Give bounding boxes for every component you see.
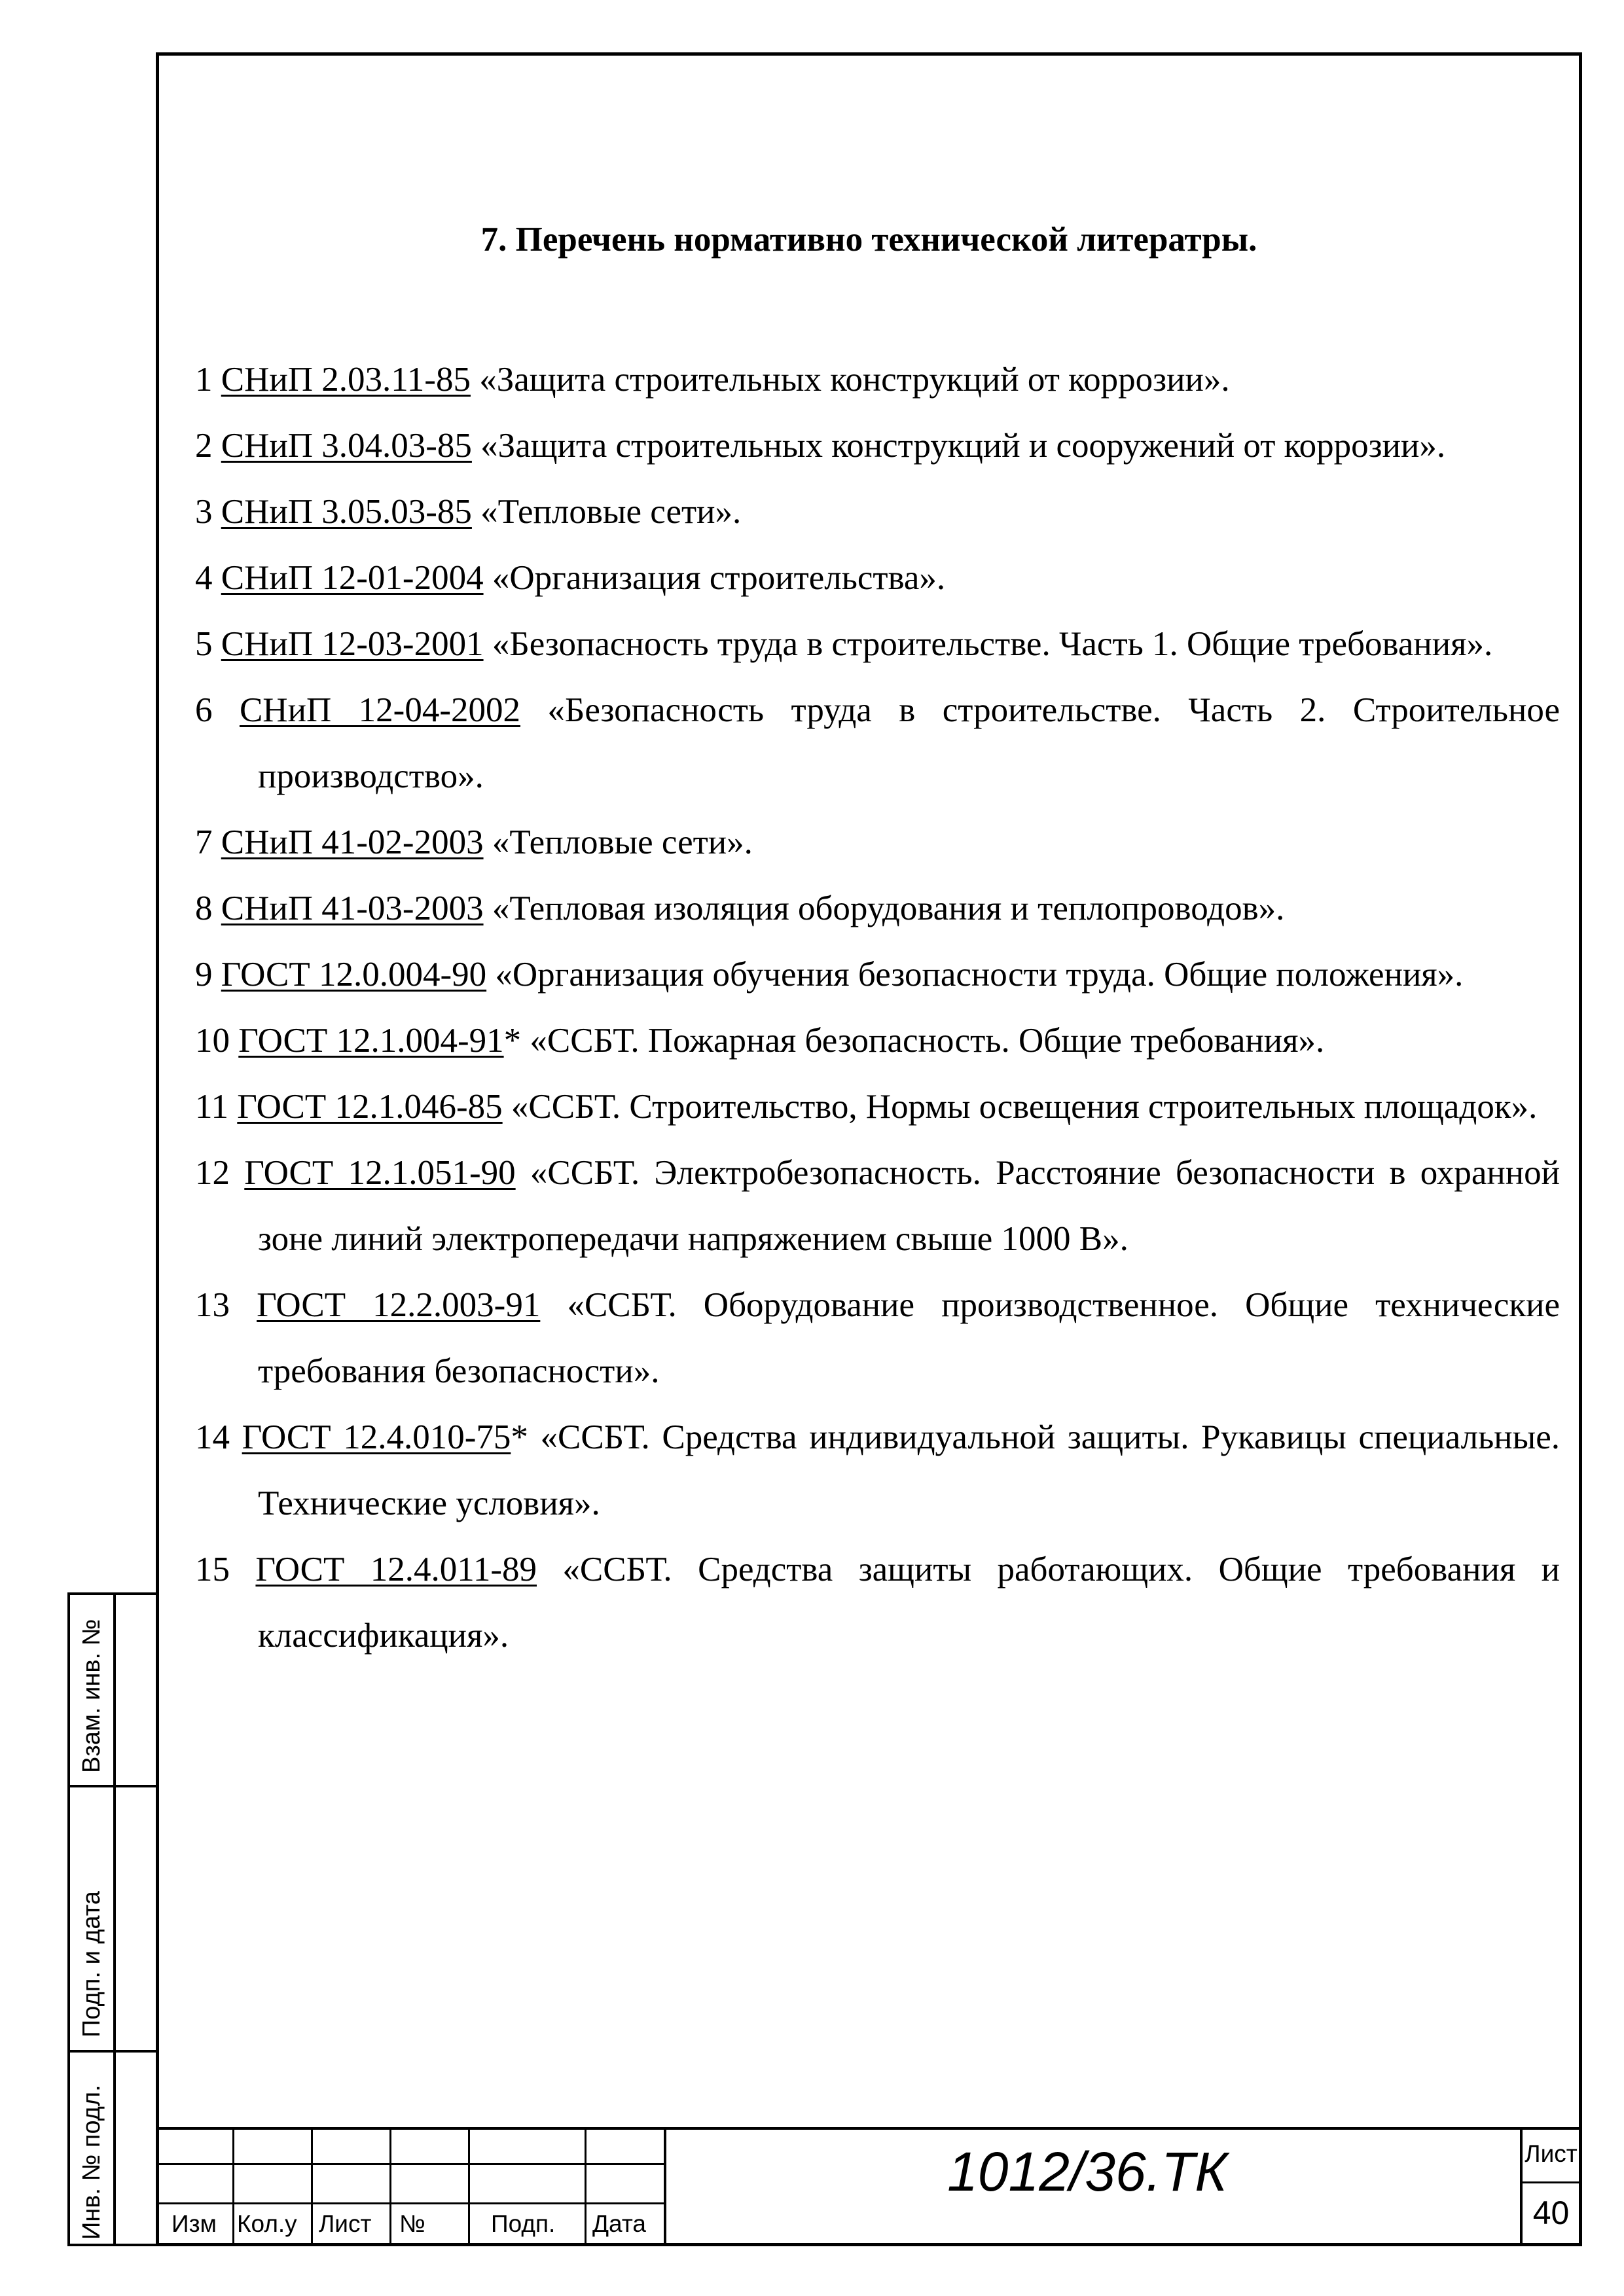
- stamp-line: [1520, 2181, 1582, 2183]
- stamp-line: [156, 2127, 1582, 2130]
- item-title: «ССБТ. Средства индивидуальной защиты. Рукавицы специальные. Технические условия».: [258, 1418, 1561, 1522]
- list-item: [195, 1537, 1560, 1669]
- list-item: [195, 1008, 1560, 1074]
- item-title: «Безопасность труда в строительстве. Часть 2. Строительное производство».: [258, 691, 1560, 795]
- list-item: [195, 677, 1560, 810]
- list-item: [195, 479, 1560, 545]
- standard-code-link[interactable]: ГОСТ 12.1.046-85: [237, 1088, 503, 1126]
- list-item: [195, 347, 1560, 413]
- standard-code-link[interactable]: СНиП 2.03.11-85: [221, 361, 471, 399]
- item-number: 5: [195, 625, 213, 663]
- stamp-line: [468, 2127, 470, 2246]
- item-title: «ССБТ. Электробезопасность. Расстояние безопасности в охранной зоне линий электропередачи напряжением свыше 1000 В».: [258, 1154, 1561, 1258]
- item-number: 6: [195, 691, 213, 729]
- standard-code-link[interactable]: ГОСТ 12.1.004-91: [238, 1022, 504, 1060]
- side-strip-line: [70, 2050, 158, 2053]
- standard-code-link[interactable]: СНиП 12-04-2002: [239, 691, 520, 729]
- standard-code-link[interactable]: ГОСТ 12.2.003-91: [257, 1286, 541, 1324]
- list-item: [195, 413, 1560, 479]
- list-item: [195, 876, 1560, 942]
- stamp-col-podp: Подп.: [491, 2210, 556, 2237]
- sheet-label: Лист: [1525, 2140, 1578, 2167]
- list-item: [195, 1405, 1560, 1537]
- item-number: 11: [195, 1088, 229, 1126]
- side-label-podp-data: Подп. и дата: [78, 1891, 105, 2037]
- standard-code-link[interactable]: ГОСТ 12.0.004-90: [221, 956, 487, 994]
- standard-code-link[interactable]: СНиП 41-03-2003: [221, 889, 484, 927]
- item-title: «Защита строительных конструкций от коррозии».: [479, 361, 1230, 399]
- standard-code-link[interactable]: ГОСТ 12.1.051-90: [244, 1154, 516, 1192]
- standard-code-link[interactable]: СНиП 3.05.03-85: [221, 493, 472, 531]
- stamp-line: [311, 2127, 313, 2246]
- item-number: 4: [195, 559, 213, 597]
- item-asterisk: *: [503, 1022, 522, 1060]
- item-number: 1: [195, 361, 213, 399]
- side-label-inv-podl: Инв. № подл.: [78, 2085, 105, 2240]
- item-number: 10: [195, 1022, 230, 1060]
- stamp-col-data: Дата: [592, 2210, 646, 2237]
- item-title: «Тепловая изоляция оборудования и теплопроводов».: [492, 889, 1285, 927]
- list-item: [195, 810, 1560, 876]
- item-number: 12: [195, 1154, 230, 1192]
- item-number: 8: [195, 889, 213, 927]
- item-title: «Безопасность труда в строительстве. Часть 1. Общие требования».: [492, 625, 1493, 663]
- stamp-col-list: Лист: [319, 2210, 372, 2237]
- standard-code-link[interactable]: СНиП 12-01-2004: [221, 559, 484, 597]
- item-asterisk: *: [511, 1418, 528, 1456]
- item-title: «ССБТ. Оборудование производственное. Общие технические требования безопасности».: [258, 1286, 1561, 1390]
- list-item: [195, 1272, 1560, 1405]
- side-label-vzam-inv: Взам. инв. №: [78, 1619, 105, 1773]
- item-number: 9: [195, 956, 213, 994]
- item-title: «Защита строительных конструкций и сооружений от коррозии».: [480, 427, 1446, 465]
- item-number: 3: [195, 493, 213, 531]
- stamp-line: [585, 2127, 586, 2246]
- item-title: «Тепловые сети».: [492, 823, 753, 861]
- item-title: «ССБТ. Средства защиты работающих. Общие требования и классификация».: [258, 1551, 1560, 1655]
- item-number: 7: [195, 823, 213, 861]
- item-number: 15: [195, 1551, 230, 1588]
- stamp-col-izm: Изм: [171, 2210, 217, 2237]
- stamp-col-kol: Кол.у: [237, 2210, 297, 2237]
- list-item: [195, 1140, 1560, 1272]
- literature-list: [195, 347, 1560, 1669]
- document-code: 1012/36.ТК: [947, 2141, 1227, 2202]
- sheet-number: 40: [1532, 2195, 1570, 2231]
- standard-code-link[interactable]: СНиП 12-03-2001: [221, 625, 484, 663]
- item-number: 13: [195, 1286, 230, 1324]
- list-item: [195, 611, 1560, 677]
- side-strip-line: [70, 1785, 158, 1787]
- list-item: [195, 545, 1560, 611]
- item-title: «Организация обучения безопасности труда. Общие положения».: [495, 956, 1464, 994]
- standard-code-link[interactable]: СНиП 41-02-2003: [221, 823, 484, 861]
- side-strip: [67, 1592, 156, 2246]
- item-number: 2: [195, 427, 213, 465]
- stamp-line: [389, 2127, 391, 2246]
- page-title: 7. Перечень нормативно технической литератры.: [480, 221, 1257, 259]
- item-title: «Организация строительства».: [492, 559, 946, 597]
- item-number: 14: [195, 1418, 230, 1456]
- standard-code-link[interactable]: ГОСТ 12.4.010-75: [242, 1418, 511, 1456]
- item-title: «ССБТ. Пожарная безопасность. Общие требования».: [530, 1022, 1325, 1060]
- stamp-line: [232, 2127, 234, 2246]
- list-item: [195, 942, 1560, 1008]
- standard-code-link[interactable]: СНиП 3.04.03-85: [221, 427, 472, 465]
- item-title: «ССБТ. Строительство, Нормы освещения строительных площадок».: [511, 1088, 1538, 1126]
- standard-code-link[interactable]: ГОСТ 12.4.011-89: [255, 1551, 537, 1588]
- item-title: «Тепловые сети».: [480, 493, 742, 531]
- list-item: [195, 1074, 1560, 1140]
- side-strip-divider: [113, 1595, 116, 2244]
- stamp-col-num: №: [399, 2210, 425, 2237]
